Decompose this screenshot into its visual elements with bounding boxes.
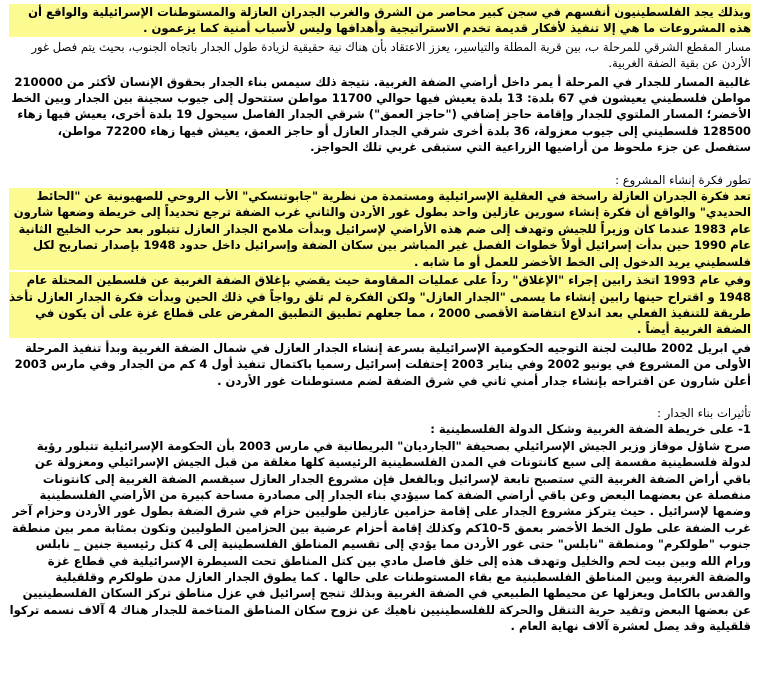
section-heading-effects: تأثيرات بناء الجدار : [657,405,751,420]
route-east-paragraph: مسار المقطع الشرقي للمرحلة ب، بين قرية المطلة والتياسير، يعزز الاعتقاد بأن هناك نية حقيقية لزيادة طول الجدار باتجاه الجنوب، بحيث يتم فصل غور الأردن عن بقية الضفة الغربية. [31,39,751,71]
document-body [9,0,751,635]
effects-paragraph: صرح شاؤل موفاز وزير الجيش الإسرائيلي بصحيفة "الجارديان" البريطانية في مارس 2003 بأن الحكومة الإسرائيلية تتبلور رؤية لدولة فلسطينية مقسمة إلى سبع كانتونات في المدن الفلسطينية الرئيسية كلها مغلقة من قبل الجيش الإسرائيلي ومعزولة عن باقي أراض الضفة الغربية التي ستصبح تابعة لإسرائيل وبالفعل فإن مشروع الجدار العازل سيقسم الضفة الغربية إلى كانتونات منفصلة عن بعضهما البعض وعن باقي أراضي الضفة كما سيؤدي بناء الجدار إلى مصادرة مساحة كبيرة من الأراضي الفلسطينية وضمها لإسرائيل . حيث يتركز مشروع الجدار على إقامة حزامين عازلين طوليين حزام في شرق الضفة بطول غور الأردن وحزام آخر غرب الضفة على طول الخط الأخضر بعمق 5-10كم وكذلك إقامة أحزام عرضية بين الحزامين الطوليين وتكون بمثابة ممر بين منطقة جنوب "طولكرم" ومنطقة "نابلس" حتى غور الأردن مما يؤدي إلى تقسيم المناطق الفلسطينية إلى 4 كتل رئيسية جنين _ نابلس ورام الله وبين بيت لحم والخليل وتهدف هذه إلى خلق فاصل مادي بين كتل المناطق تحت السيطرة الإسرائيلية في قطاع غزة والضفة الغربية وبين المناطق الفلسطينية مع بقاء المستوطنات على حالها . كما يطوق الجدار العازل مدن طولكرم وقلقيلية والقدس بالكامل ويعزلها عن محيطها الطبيعي في الضفة الغربية وبذلك تنجح إسرائيل في عزل مناطق تركز السكان الفلسطينيين عن بعضها البعض وتقيد حرية التنقل والحركة للفلسطينيين ناهيك عن نزوح سكان المناطق المتاخمة للجدار هناك 4 آلاف نسمه تركوا قلقيلية وقد يصل لعشرة آلاف نهاية العام . [9,438,751,634]
section-heading-evolution: تطور فكرة إنشاء المشروع : [615,172,751,187]
spacer [9,391,751,405]
evolution-paragraph-1: تعد فكرة الجدران العازلة راسخة في العقلية الإسرائيلية ومستمدة من نظرية "جابوتنسكي" الأب الروحي للصهيونية عن "الحائط الحديدي" والواقع أن فكرة إنشاء سورين عازلين واحد بطول غور الأردن والثاني غرب الضفة ترجع تحديداً إلى خريطة وضعها شارون عام 1983 عندما كان وزيراً للجيش وتهدف إلى ضم هذه الأراضي لإسرائيل وبدأت ملامح الجدار العازل تتبلور بعد حرب الخليج الثانية عام 1990 حين بدأت إسرائيل أولاً خطوات الفصل غير المباشر بين سكان الضفة وإسرائيل داخل حدود 1948 بإصدار تصاريح لكل فلسطيني يريد الدخول إلى الخط الأخضر للعمل أو ما شابه . [9,188,751,270]
subsection-heading-map: 1- على خريطة الضفة الغربية وشكل الدولة الفلسطينية : [430,422,751,437]
route-stage-a-paragraph: غالبية المسار للجدار في المرحلة أ يمر داخل أراضي الضفة الغربية. نتيجة ذلك سيمس بناء الجدار بحقوق الإنسان لأكثر من 210000 مواطن فلسطيني يعيشون في 67 بلدة: 13 بلدة يعيش فيها حوالي 11700 مواطن ستتحول إلى جيوب سجينة بين الجدار وبين الخط الأخضر؛ المسار الملتوي للجدار وإقامة حاجز إضافي ("حاجز العمق") شرقي الجدار الفاصل سيحول 19 بلدة أخرى، يعيش فيها زهاء 128500 فلسطيني إلى جيوب معزولة، 36 بلدة أخرى شرقي الجدار العازل أو حاجز العمق، يعيش فيها زهاء 72200 مواطن، ستفصل عن جزء ملحوظ من أراضيها الزراعية التي ستبقى غربي تلك الحواجز. [11,74,751,155]
evolution-paragraph-2: وفي عام 1993 اتخذ رابين إجراء "الإغلاق" رداً على عمليات المقاومة حيث يقضي بإغلاق الضفة الغربية عن فلسطين المحتلة عام 1948 و اقتراح حينها رابين إنشاء ما يسمى "الجدار العازل" ولكن الفكرة لم تلق رواجاً في ذلك الحين وبدأت فكرة الجدار العازل تأخذ طريقة للتنفيذ الفعلي بعد اندلاع انتفاضة الأقصى 2000 ، مما جعلهم تطبيق التطبيق المفرض على قطاع غزة على أن يكون في الضفة الغربية أيضاً . [9,273,751,337]
evolution-paragraph-3: في ابريل 2002 طالبت لجنة التوجيه الحكومية الإسرائيلية بسرعة إنشاء الجدار العازل في شمال الضفة الغربية وبدأ تنفيذ المرحلة الأولى من المشروع في يونيو 2002 وفي يناير 2003 إحتفلت إسرائيل رسميا باكتمال تنفيذ أول 4 كم من الجدار وفي مارس 2003 أعلن شارون عن اقتراحه بإنشاء جدار أمني ثاني في شرق الضفة لضم مستوطنات غور الأردن . [14,340,751,388]
spacer [9,158,751,172]
intro-paragraph: وبذلك يجد الفلسطينيون أنفسهم في سجن كبير محاصر من الشرق والغرب الجدران العازلة والمستوطنات الإسرائيلية والواقع أن هذه المشروعات ما هي إلا تنفيذ لأفكار قديمة تخدم الاستراتيجية وأهدافها وليس لأسباب أمنية كما يزعمون . [9,4,751,37]
